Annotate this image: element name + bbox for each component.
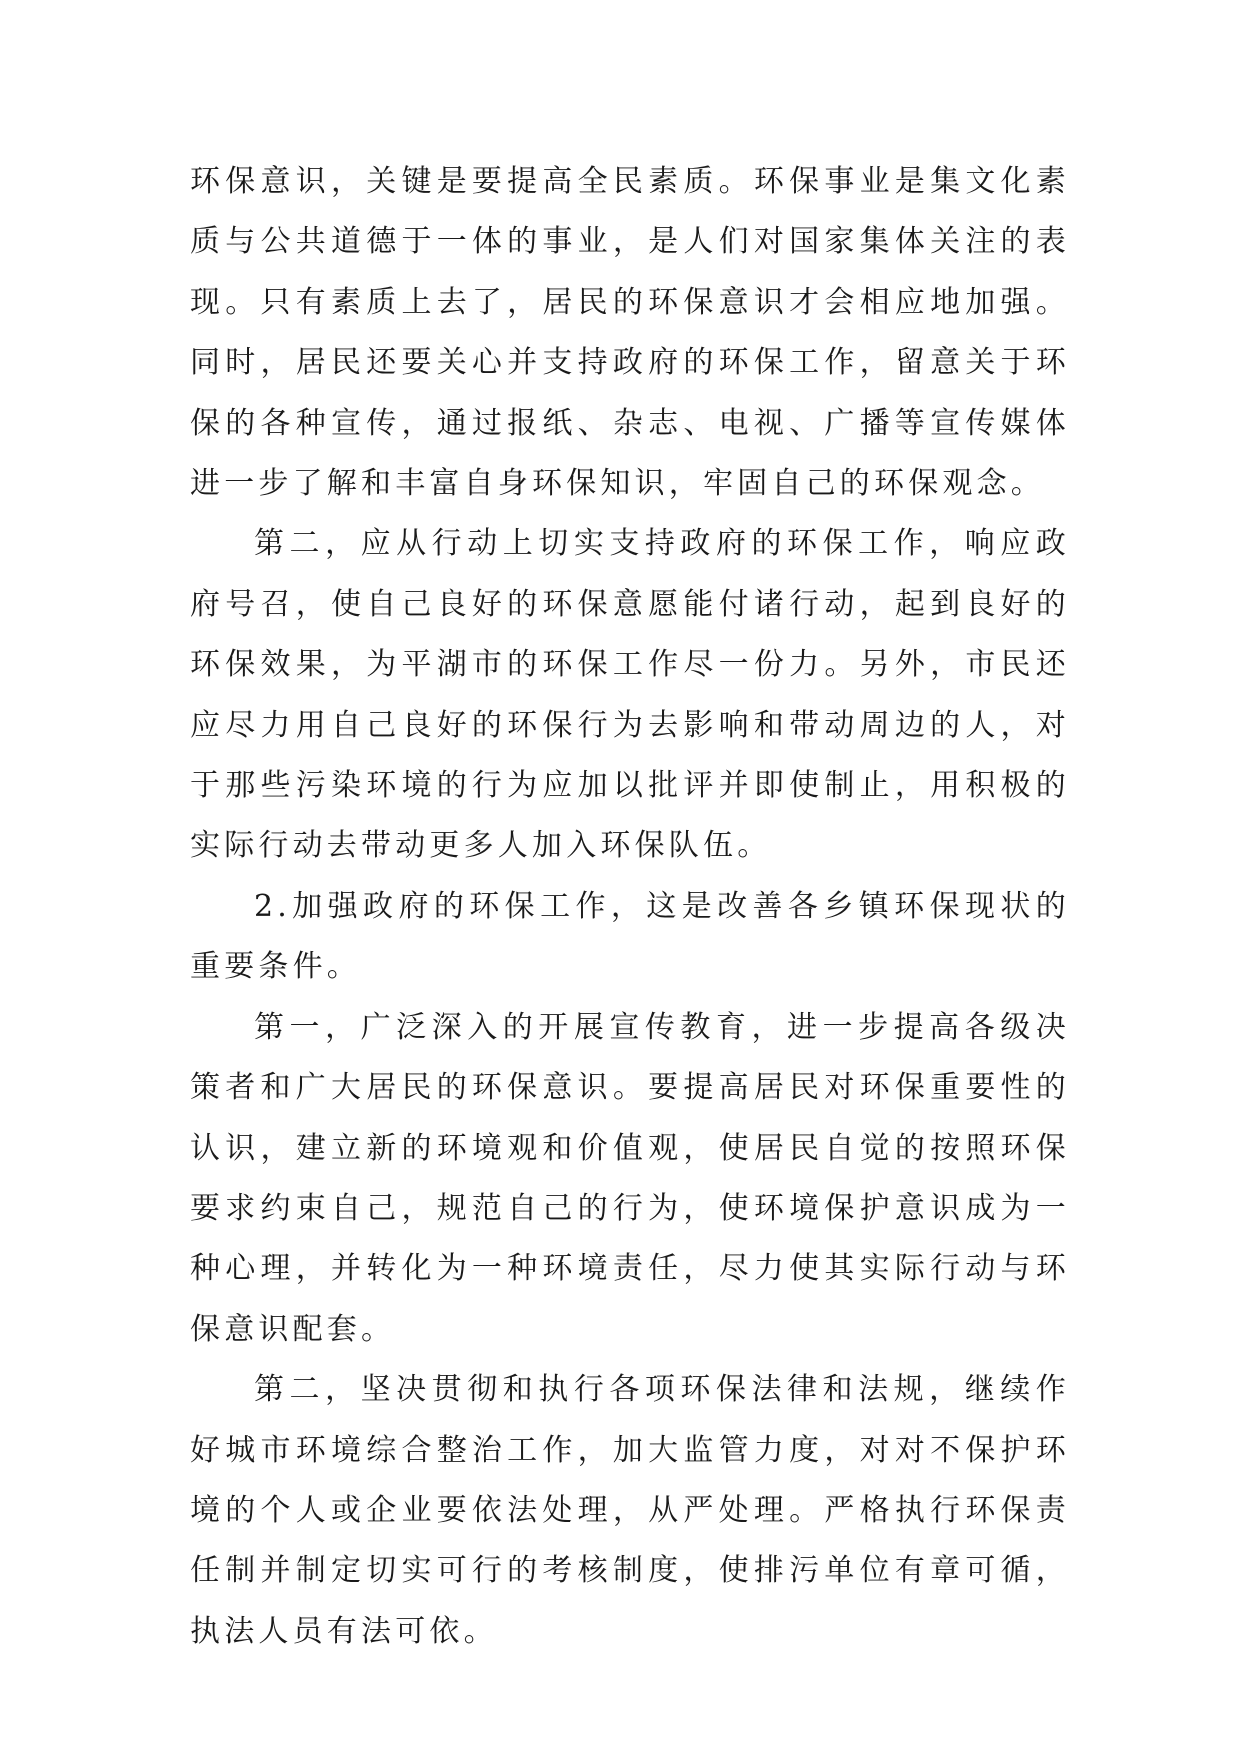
paragraph-2: 第二，应从行动上切实支持政府的环保工作，响应政府号召，使自己良好的环保意愿能付诸行动，起到良好的环保效果，为平湖市的环保工作尽一份力。另外，市民还应尽力用自己良好的环保行为去影响和带动周边的人，对于那些污染环境的行为应加以批评并即使制止，用积极的实际行动去带动更多人加入环保队伍。: [190, 526, 1070, 864]
document-body: [190, 152, 1070, 1662]
paragraph-3: 2.加强政府的环保工作，这是改善各乡镇环保现状的重要条件。: [190, 888, 1070, 985]
paragraph-4: 第一，广泛深入的开展宣传教育，进一步提高各级决策者和广大居民的环保意识。要提高居民对环保重要性的认识，建立新的环境观和价值观，使居民自觉的按照环保要求约束自己，规范自己的行为，使环境保护意识成为一种心理，并转化为一种环境责任，尽力使其实际行动与环保意识配套。: [190, 1009, 1070, 1347]
paragraph-5: 第二，坚决贯彻和执行各项环保法律和法规，继续作好城市环境综合整治工作，加大监管力度，对对不保护环境的个人或企业要依法处理，从严处理。严格执行环保责任制并制定切实可行的考核制度，使排污单位有章可循，执法人员有法可依。: [190, 1372, 1070, 1649]
paragraph-1: 环保意识，关键是要提高全民素质。环保事业是集文化素质与公共道德于一体的事业，是人们对国家集体关注的表现。只有素质上去了，居民的环保意识才会相应地加强。同时，居民还要关心并支持政府的环保工作，留意关于环保的各种宣传，通过报纸、杂志、电视、广播等宣传媒体进一步了解和丰富自身环保知识，牢固自己的环保观念。: [190, 164, 1070, 502]
